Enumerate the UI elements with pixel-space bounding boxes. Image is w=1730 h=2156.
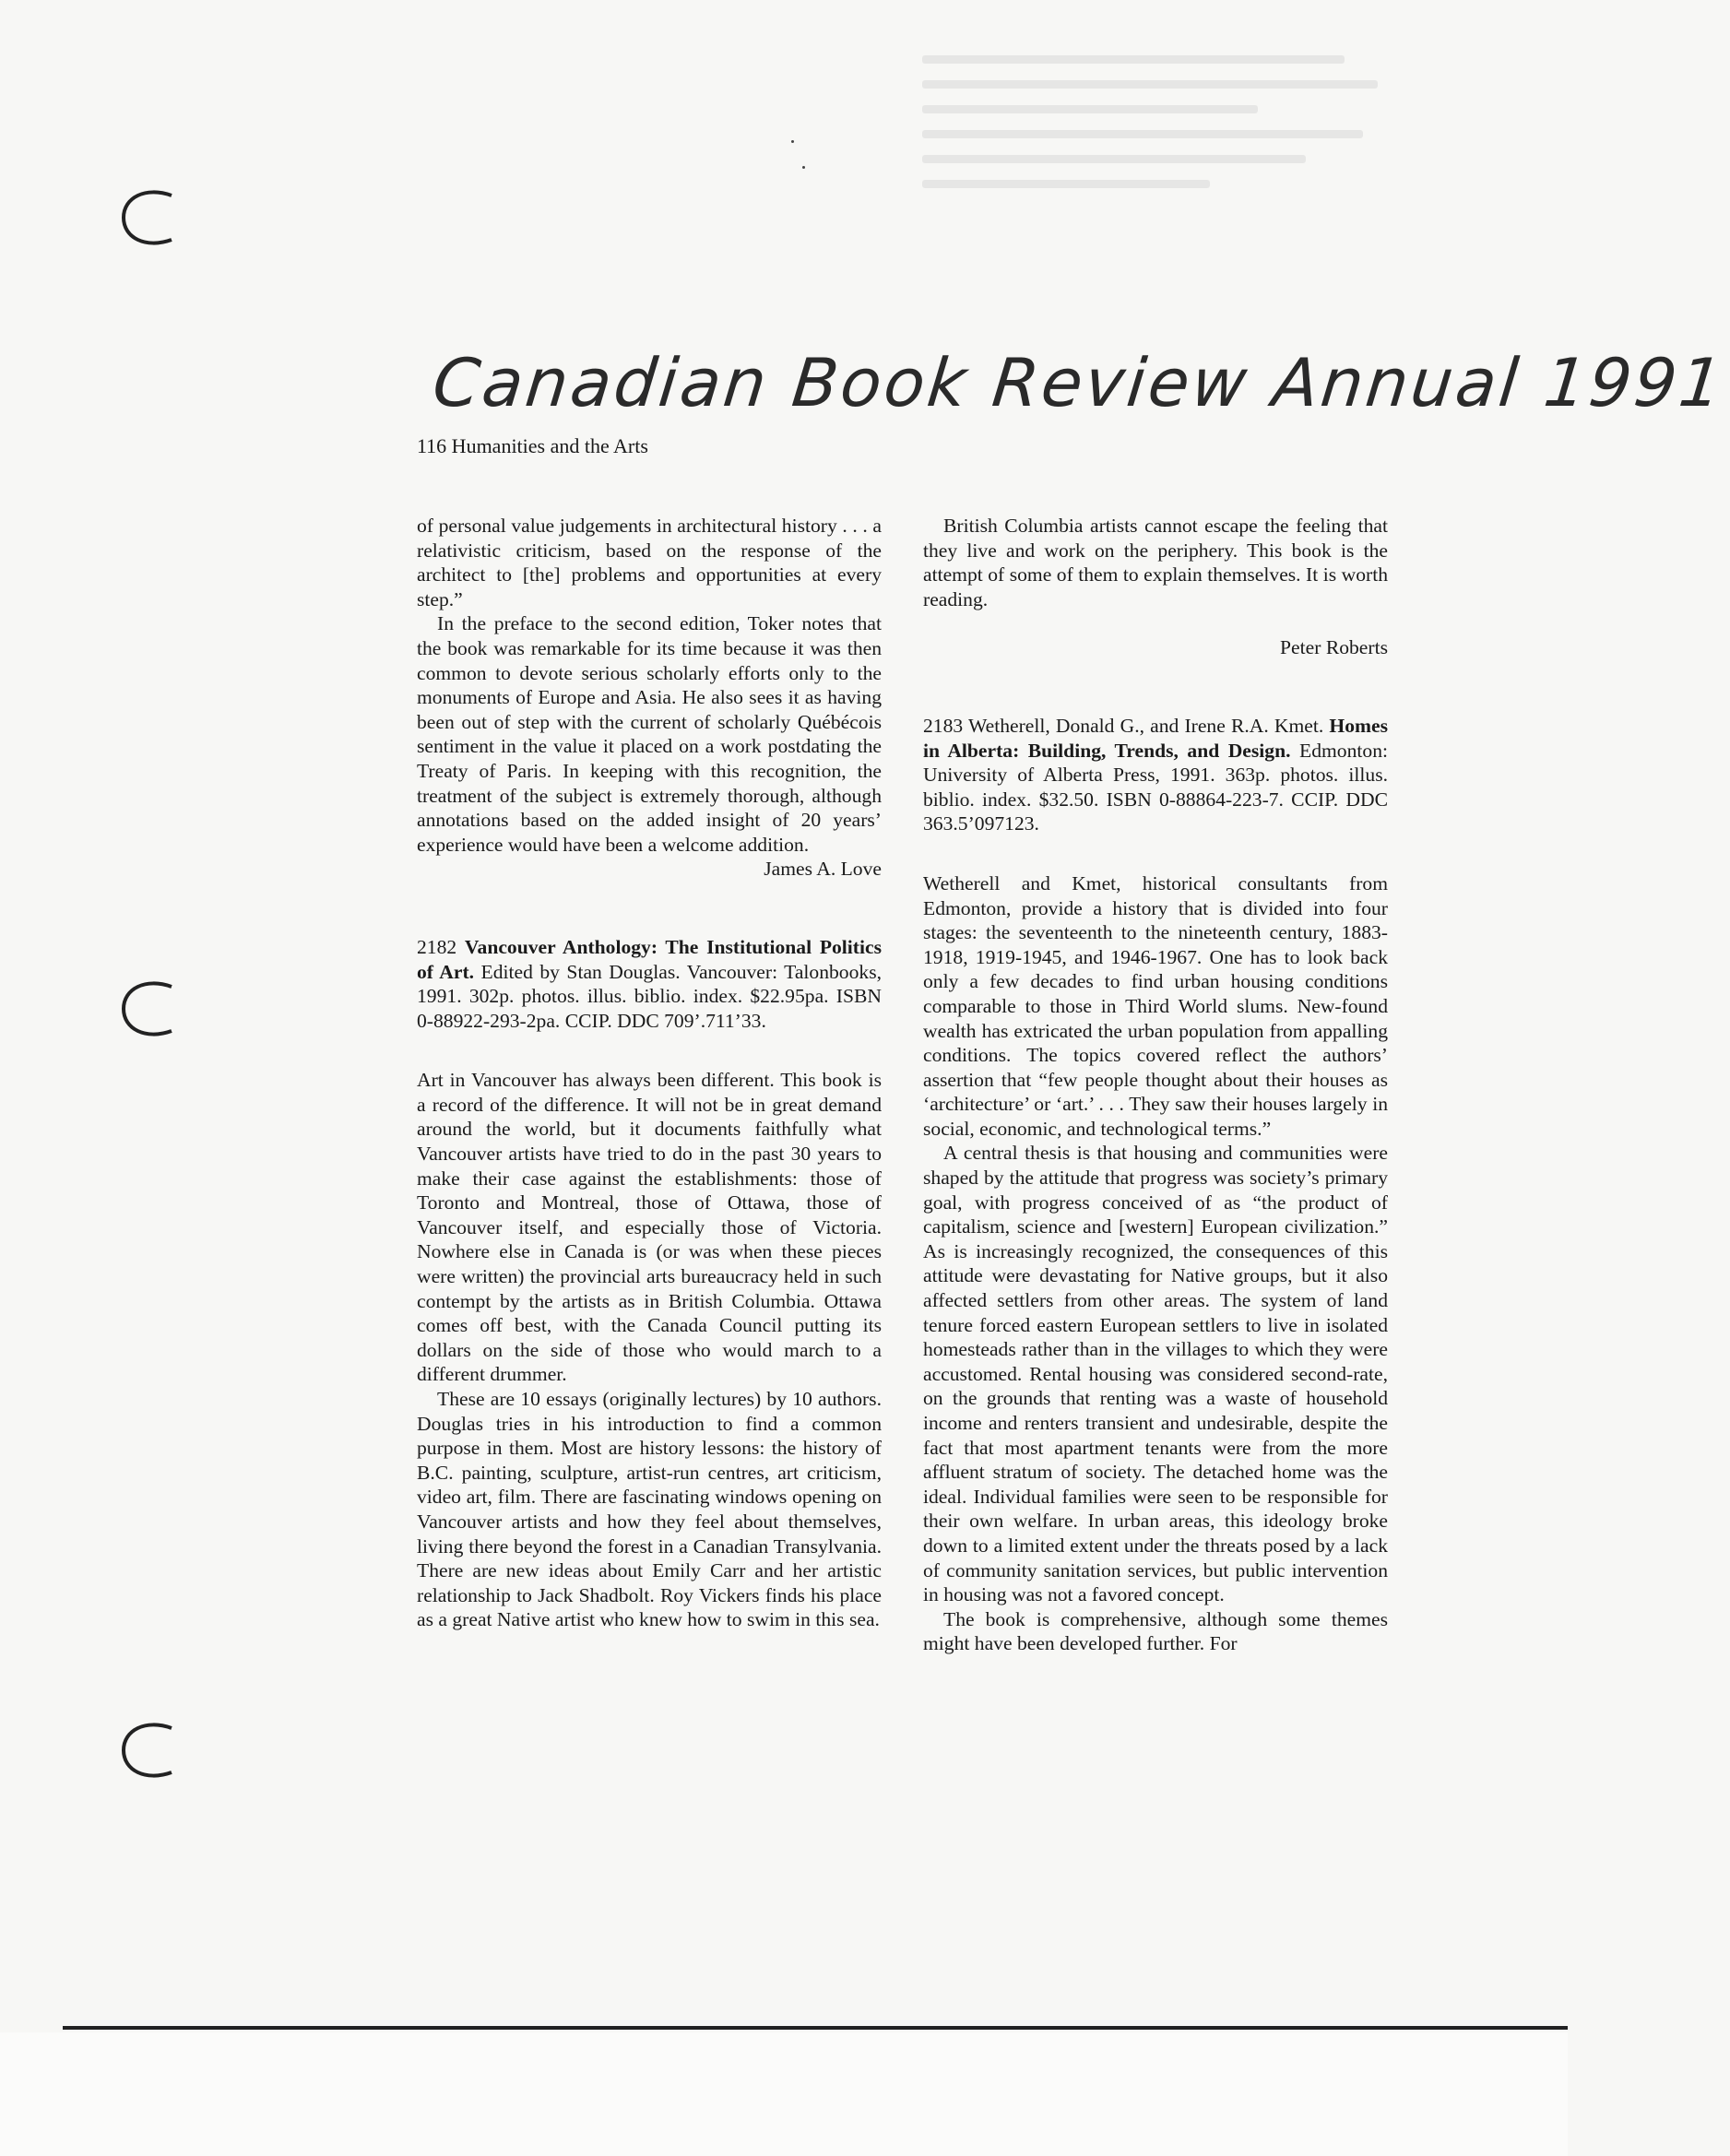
paragraph: of personal value judgements in architectural history . . . a relativistic criticism, based on the response of the architect to [the] problems and opportunities at every step.” [417,515,882,610]
handwritten-title: Canadian Book Review Annual 1991 [429,344,1729,421]
entry-details: Edmonton: University of Alberta Press, 1991. 363p. photos. illus. biblio. index. $32.50. ISBN 0-88864-223-7. CCIP. DDC 363.5’097123. [923,739,1388,835]
bibliographic-entry [923,714,1388,836]
paragraph: The book is comprehensive, although some themes might have been developed further. For [923,1607,1388,1655]
page-edge-rule [63,2026,1568,2030]
dust-speck [802,166,805,169]
paragraph: In the preface to the second edition, Toker notes that the book was remarkable for its time because it was then common to devote serious scholarly efforts only to the monuments of Europe and Asia. He also sees it as having been out of step with the current of scholarly Québécois sentiment in the value it placed on a work postdating the Treaty of Paris. In keeping with this recognition, the treatment of the subject is extremely thorough, although annotations based on the added insight of 20 years’ experience would have been a welcome addition. [417,612,882,856]
entry-authors: Wetherell, Donald G., and Irene R.A. Kmet. [967,714,1324,737]
paragraph: British Columbia artists cannot escape the feeling that they live and work on the periphery. This book is the attempt of some of them to explain themselves. It is worth reading. [923,515,1388,610]
left-column [417,514,882,1632]
paragraph: Wetherell and Kmet, historical consultants from Edmonton, provide a history that is divided into four stages: the seventeenth to the nineteenth century, 1883-1918, 1919-1945, and 1946-1967. One has to look back only a few decades to find urban housing conditions comparable to those in Third World slums. New-found wealth has extricated the urban population from appalling conditions. The topics covered reflect the authors’ assertion that “few people thought about their houses as ‘architecture’ or ‘art.’ . . . They saw their houses largely in social, economic, and technological terms.” [923,871,1388,1140]
right-column [923,514,1388,1656]
bleed-through-shadow [922,55,1402,212]
dust-speck [791,140,794,143]
punch-hole-top [118,184,175,251]
book-title: Homes in Alberta: Building, Trends, and Design. [923,714,1388,762]
paragraph: These are 10 essays (originally lectures) by 10 authors. Douglas tries in his introduction to find a common purpose in them. Most are history lessons: the history of B.C. painting, sculpture, artist-run centres, art criticism, video art, film. There are fascinating windows opening on Vancouver artists and how they feel about themselves, living there beyond the forest in a Canadian Transylvania. There are new ideas about Emily Carr and her artistic relationship to Jack Shadbolt. Roy Vickers finds his place as a great Native artist who knew how to swim in this sea. [417,1388,882,1631]
paragraph: A central thesis is that housing and communities were shaped by the attitude that progress was society’s primary goal, with progress conceived of as “the product of capitalism, science and [western] European civilization.” As is increasingly recognized, the consequences of this attitude were devastating for Native groups, but it also affected settlers from other areas. The system of land tenure forced eastern European settlers to live in isolated homesteads rather than in the villages to which they were accustomed. Rental housing was considered second-rate, on the grounds that renting was a waste of household income and renters transient and undesirable, despite the fact that most apartment tenants were from the more affluent stratum of society. The detached home was the ideal. Individual families were seen to be responsible for their own welfare. In urban areas, this ideology broke down to a limited extent under the threats posed by a lack of community sanitation services, but public intervention in housing was not a favored concept. [923,1142,1388,1606]
punch-hole-middle [118,976,175,1042]
punch-hole-bottom [118,1717,175,1783]
paragraph: Art in Vancouver has always been different. This book is a record of the difference. It will not be in great demand around the world, but it documents faithfully what Vancouver artists have tried to do in the past 30 years to make their case against the establishments: those of Toronto and Montreal, those of Ottawa, those of Vancouver itself, and especially those of Victoria. Nowhere else in Canada is (or was when these pieces were written) the provincial arts bureaucracy held in such contempt by the artists as in British Columbia. Ottawa comes off best, with the Canada Council putting its dollars on the side of those who would march to a different drummer. [417,1069,882,1386]
book-title: Vancouver Anthology: The Institutional Politics of Art. [417,935,882,983]
entry-details: Edited by Stan Douglas. Vancouver: Talonbooks, 1991. 302p. photos. illus. biblio. index. $22.95pa. ISBN 0-88922-293-2pa. CCIP. DDC 709’.711’33. [417,960,883,1032]
running-head: 116 Humanities and the Arts [417,434,648,457]
bibliographic-entry [417,935,882,1033]
reviewer-signature: Peter Roberts [1280,636,1388,659]
entry-number: 2183 [923,714,964,737]
reviewer-signature: James A. Love [764,858,882,881]
entry-number: 2182 [417,935,457,958]
scanner-margin [0,2032,1568,2156]
